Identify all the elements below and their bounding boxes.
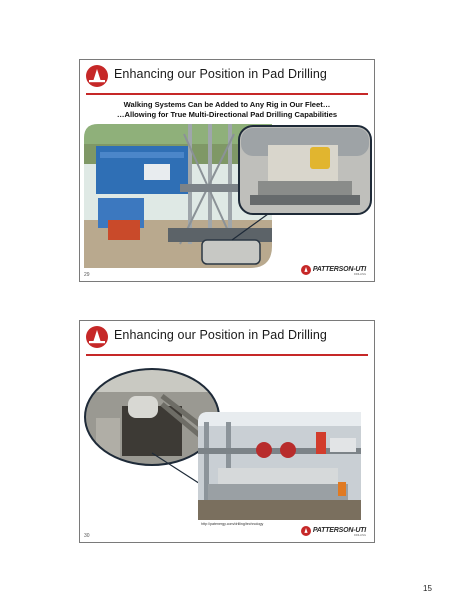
- slide-30: [79, 320, 375, 543]
- source-url: http://patenergy.com/drilling/technology: [201, 522, 264, 526]
- patterson-uti-brand: [301, 264, 366, 275]
- document-page-number: 15: [423, 584, 432, 593]
- slide-header: [80, 321, 374, 357]
- subtitle-line-1: Walking Systems Can be Added to Any Rig in Our Fleet…: [123, 100, 331, 109]
- brand-subtext: DRILLING: [354, 534, 366, 537]
- subtitle-line-2: …Allowing for True Multi-Directional Pad Drilling Capabilities: [116, 110, 338, 119]
- slide-page-number: 30: [84, 533, 90, 539]
- brand-logo-icon: [301, 526, 311, 536]
- slide-header: [80, 60, 374, 96]
- slide-title: Enhancing our Position in Pad Drilling: [114, 328, 327, 342]
- patterson-logo-icon: [86, 326, 108, 348]
- title-divider: [86, 354, 368, 356]
- brand-logo-icon: [301, 265, 311, 275]
- slide-title: Enhancing our Position in Pad Drilling: [114, 67, 327, 81]
- walking-system-inset-photo: [238, 125, 372, 215]
- slide-page-number: 29: [84, 272, 90, 278]
- brand-name: PATTERSON-UTI: [312, 527, 366, 534]
- patterson-logo-icon: [86, 65, 108, 87]
- title-divider: [86, 93, 368, 95]
- rig-substructure-photo: [198, 412, 361, 520]
- patterson-uti-brand: [301, 525, 366, 536]
- inset-pointer-lines: [230, 212, 270, 242]
- brand-name: PATTERSON-UTI: [312, 266, 366, 273]
- slide-29: [79, 59, 375, 282]
- brand-subtext: DRILLING: [354, 273, 366, 276]
